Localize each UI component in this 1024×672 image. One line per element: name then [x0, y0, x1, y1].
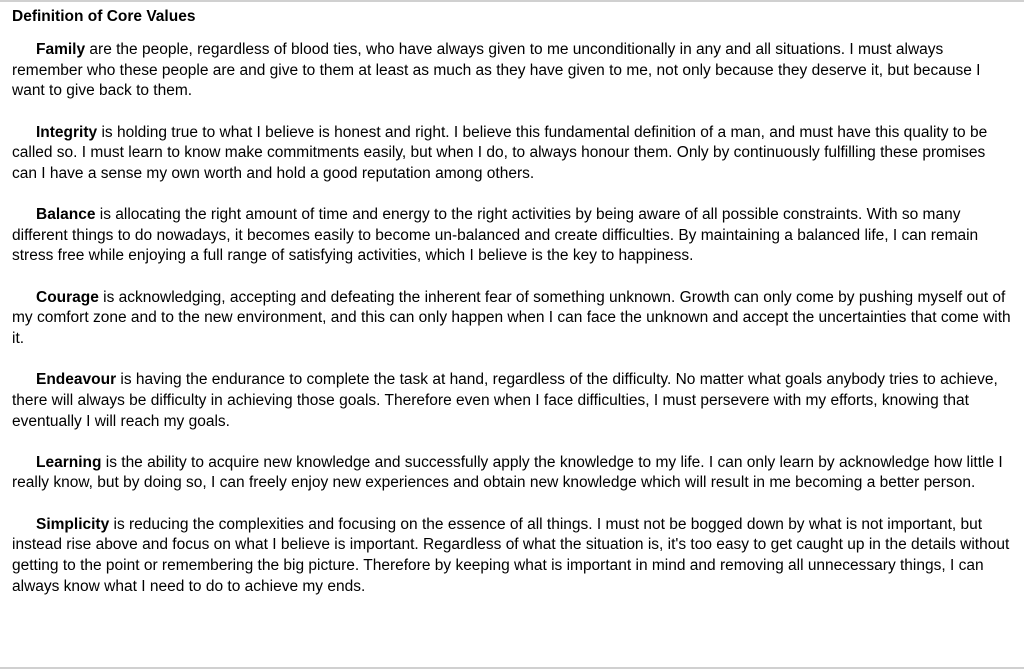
value-entry-balance — [12, 205, 1012, 267]
value-definition: is holding true to what I believe is honest and right. I believe this fundamental definition of a man, and must have this quality to be called so. I must learn to know make commitments easily, but when I do, to always honour them. Only by continuously fulfilling these promises can I have a sense my own worth and hold a good reputation among others. — [12, 123, 988, 182]
value-term: Learning — [36, 453, 102, 471]
core-values-document — [12, 7, 1012, 618]
value-entry-family — [12, 40, 1012, 102]
value-definition: is allocating the right amount of time and energy to the right activities by being aware of all possible constraints. With so many different things to do nowadays, it becomes easily to become un-balanced and create difficulties. By maintaining a balanced life, I can remain stress free while enjoying a full range of satisfying activities, which I believe is the key to happiness. — [12, 206, 979, 265]
value-definition: are the people, regardless of blood ties, who have always given to me unconditionally in any and all situations. I must always remember who these people are and give to them at least as much as they have given to me, not only because they deserve it, but because I want to give back to them. — [12, 41, 981, 100]
value-term: Endeavour — [36, 371, 117, 389]
value-term: Integrity — [36, 123, 98, 141]
value-definition: is having the endurance to complete the task at hand, regardless of the difficulty. No matter what goals anybody tries to achieve, there will always be difficulty in achieving those goals. Therefore even when I face difficulties, I must persevere with my efforts, knowing that eventually I will reach my goals. — [12, 371, 998, 430]
value-definition: is acknowledging, accepting and defeating the inherent fear of something unknown. Growth can only come by pushing myself out of my comfort zone and to the new environment, and this can only happen when I can face the unknown and accept the uncertainties that come with it. — [12, 288, 1011, 347]
top-divider — [0, 0, 1024, 2]
value-entry-courage — [12, 288, 1012, 350]
value-definition: is the ability to acquire new knowledge and successfully apply the knowledge to my life. I can only learn by acknowledge how little I really know, but by doing so, I can freely enjoy new experiences and obtain new knowledge which will result in me becoming a better person. — [12, 453, 1003, 492]
document-title: Definition of Core Values — [12, 8, 196, 25]
value-term: Simplicity — [36, 515, 110, 533]
bottom-divider — [0, 667, 1024, 669]
value-term: Balance — [36, 206, 96, 224]
value-definition: is reducing the complexities and focusing on the essence of all things. I must not be bogged down by what is not important, but instead rise above and focus on what I believe is important. Regardless of what the situation is, it's too easy to get caught up in the details without getting to the point or remembering the big picture. Therefore by keeping what is important in mind and removing all unnecessary things, I can always know what I need to do to achieve my ends. — [12, 515, 1010, 595]
value-term: Courage — [36, 288, 99, 306]
value-entry-learning — [12, 453, 1012, 494]
value-entry-integrity — [12, 123, 1012, 185]
value-entry-endeavour — [12, 370, 1012, 432]
value-term: Family — [36, 41, 86, 58]
value-entry-simplicity — [12, 515, 1012, 597]
